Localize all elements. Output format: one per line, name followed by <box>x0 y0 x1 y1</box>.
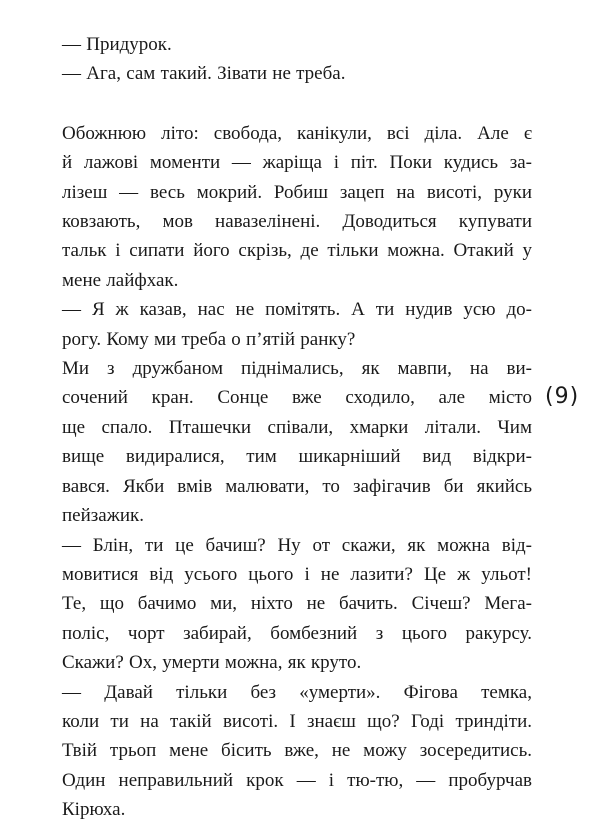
text-line: — Давай тільки без «умерти». Фігова темка, <box>62 681 532 703</box>
page-number: (9) <box>545 384 580 409</box>
text-line: — Ага, сам такий. Зівати не треба. <box>62 63 346 85</box>
text-line: Один неправильний крок — і тю-тю, — пробурчав <box>62 769 532 791</box>
paragraph-3 <box>62 354 532 530</box>
dialog-top <box>62 30 532 89</box>
text-line: тальк і сипати його скрізь, де тільки можна. Отакий у <box>62 240 532 262</box>
paragraph-5 <box>62 678 532 825</box>
text-line: — Придурок. <box>62 34 172 55</box>
text-line: коли ти на такій висоті. І знаєш що? Годі триндіти. <box>62 710 532 732</box>
text-line: — Я ж казав, нас не помітять. А ти нудив усю до- <box>62 299 532 321</box>
text-line: Кірюха. <box>62 799 126 821</box>
text-line: пейзажик. <box>62 505 144 527</box>
text-line: лізеш — весь мокрий. Робиш зацеп на висоті, руки <box>62 181 532 203</box>
text-line: ще спало. Пташечки співали, хмарки літали. Чим <box>62 416 532 438</box>
text-line: — Блін, ти це бачиш? Ну от скажи, як можна від- <box>62 534 532 556</box>
paragraph-gap <box>62 89 532 119</box>
text-line: рогу. Кому ми треба о п’ятій ранку? <box>62 328 356 350</box>
paragraph-1 <box>62 119 532 295</box>
text-line: вище видиралися, тим шикарніший вид відкри- <box>62 446 532 468</box>
text-line: ковзають, мов навазелінені. Доводиться купувати <box>62 211 532 233</box>
text-line: мене лайфхак. <box>62 269 179 291</box>
text-line: вався. Якби вмів малювати, то зафігачив би якийсь <box>62 475 532 497</box>
text-line: й лажові моменти — жаріща і піт. Поки кудись за- <box>62 152 532 174</box>
text-line: Те, що бачимо ми, ніхто не бачить. Січеш? Мега- <box>62 593 532 615</box>
paragraph-4 <box>62 531 532 678</box>
text-line: поліс, чорт забирай, бомбезний з цього ракурсу. <box>62 622 532 644</box>
text-line: Ми з дружбаном піднімались, як мавпи, на ви- <box>62 358 532 380</box>
text-line: сочений кран. Сонце вже сходило, але місто <box>62 387 532 409</box>
paragraph-2 <box>62 295 532 354</box>
text-line: Скажи? Ох, умерти можна, як круто. <box>62 652 362 674</box>
text-line: Обожнюю літо: свобода, канікули, всі діла. Але є <box>62 122 532 144</box>
text-line: Твій трьоп мене бісить вже, не можу зосередитись. <box>62 740 532 762</box>
text-line: мовитися від усього цього і не лазити? Це ж ульот! <box>62 563 532 585</box>
book-page <box>62 30 532 825</box>
